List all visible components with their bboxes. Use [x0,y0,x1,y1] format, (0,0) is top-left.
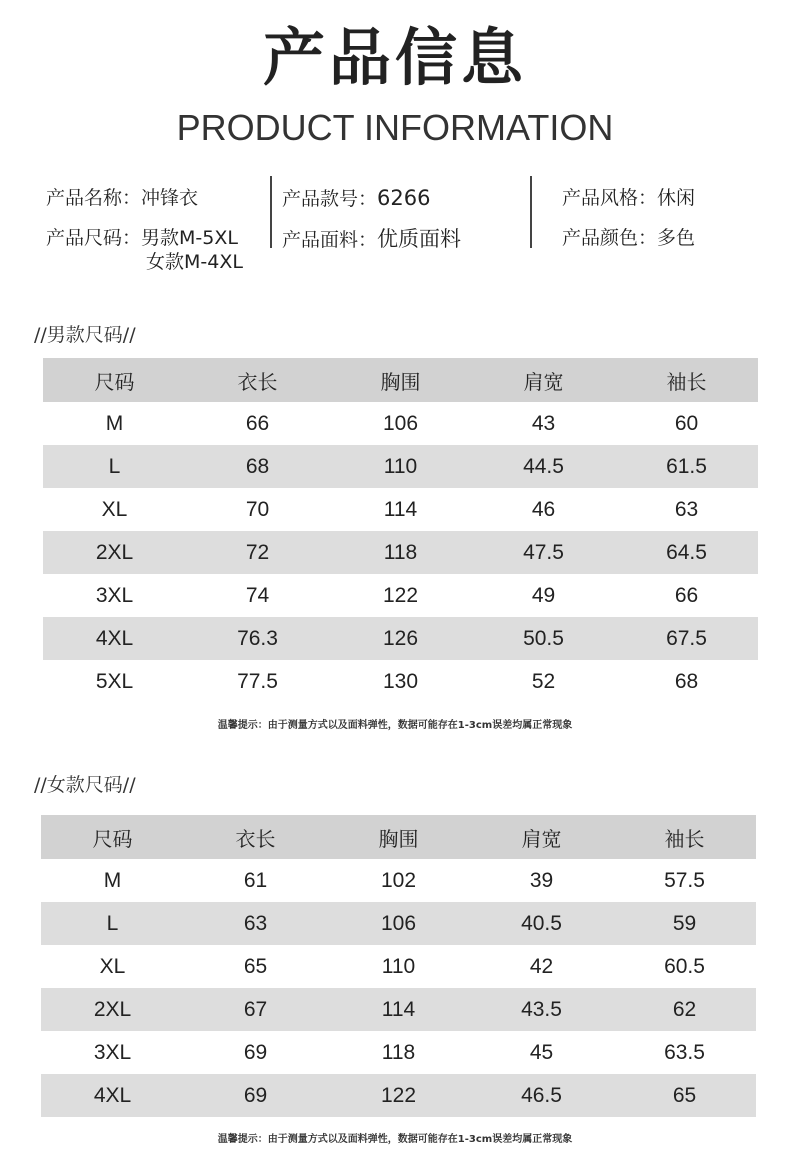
women-size-note: 温馨提示：由于测量方式以及面料弹性，数据可能存在1-3cm误差均属正常现象 [217,1134,573,1145]
table-header-cell: 尺码 [43,358,186,402]
table-cell: 2XL [43,531,186,574]
table-cell: 72 [186,531,329,574]
table-row [41,1074,756,1117]
info-style-label: 产品风格： [562,187,658,209]
table-cell: 61 [243,868,268,892]
table-cell: 106 [327,902,470,945]
table-cell: 3XL [93,1040,132,1064]
table-cell: 50.5 [472,617,615,660]
table-cell: 70 [245,497,270,521]
table-row [41,988,756,1031]
table-cell: 66 [245,411,270,435]
men-size-table [43,358,758,703]
table-cell: 49 [531,583,556,607]
table-cell: 130 [382,669,419,693]
table-row [43,445,758,488]
women-size-label: //女款尺码// [34,774,136,796]
table-cell: 69 [243,1040,268,1064]
table-cell: 61.5 [615,445,758,488]
men-size-note: 温馨提示：由于测量方式以及面料弹性，数据可能存在1-3cm误差均属正常现象 [217,720,573,731]
table-cell: 57.5 [664,868,705,892]
info-name-value: 冲锋衣 [141,187,199,209]
info-column-1 [46,178,243,274]
table-cell: XL [99,954,126,978]
table-row [41,859,756,902]
table-cell: 64.5 [615,531,758,574]
table-cell: 46 [531,497,556,521]
info-name-label: 产品名称： [46,187,142,209]
table-row [41,945,756,988]
info-name-row [46,178,243,218]
table-header-cell: 胸围 [329,358,472,402]
table-cell: 63 [674,497,699,521]
table-cell: 60 [674,411,699,435]
table-cell: 67 [184,988,327,1031]
table-cell: 77.5 [237,669,278,693]
table-cell: 63.5 [664,1040,705,1064]
table-cell: 2XL [41,988,184,1031]
table-cell: XL [101,497,128,521]
table-row [41,902,756,945]
page-subtitle: PRODUCT INFORMATION [176,107,614,148]
info-color-value: 多色 [657,227,696,249]
table-row [43,574,758,617]
table-cell: 43 [531,411,556,435]
table-cell: M [105,411,124,435]
men-size-label: //男款尺码// [34,324,136,346]
table-cell: M [103,868,122,892]
info-fabric-label: 产品面料： [282,229,378,251]
table-header-cell: 肩宽 [470,815,613,859]
table-cell: 39 [529,868,554,892]
table-cell: 60.5 [664,954,705,978]
info-fabric-row [282,219,461,260]
table-cell: 118 [329,531,472,574]
info-style-value: 休闲 [657,187,696,209]
table-cell: 122 [382,583,419,607]
table-cell: 110 [381,954,416,978]
table-cell: 114 [327,988,470,1031]
table-cell: 126 [329,617,472,660]
table-cell: 47.5 [472,531,615,574]
table-cell: L [41,902,184,945]
info-color-row [562,218,695,258]
table-cell: 66 [674,583,699,607]
table-cell: 106 [382,411,419,435]
table-row [43,617,758,660]
table-cell: 62 [613,988,756,1031]
info-size-value-men: 男款M-5XL [141,227,238,249]
table-header-cell: 胸围 [327,815,470,859]
table-row [43,402,758,445]
table-row [43,488,758,531]
info-column-2 [282,178,461,260]
table-cell: 44.5 [472,445,615,488]
table-cell: 45 [529,1040,554,1064]
table-row [41,1031,756,1074]
info-size-value-women: 女款M-4XL [146,251,243,273]
info-fabric-value: 优质面料 [377,227,462,251]
product-info [0,170,790,280]
info-style-row [562,178,695,218]
table-cell: 59 [613,902,756,945]
table-cell: 118 [381,1040,416,1064]
info-model-value: 6266 [377,186,431,210]
info-column-3 [562,178,695,258]
table-cell: 63 [184,902,327,945]
table-cell: 68 [186,445,329,488]
table-cell: L [43,445,186,488]
table-cell: 4XL [43,617,186,660]
table-cell: 102 [380,868,417,892]
table-cell: 122 [327,1074,470,1117]
table-cell: 65 [243,954,268,978]
table-cell: 110 [329,445,472,488]
table-header-cell: 袖长 [615,358,758,402]
table-header-cell: 袖长 [613,815,756,859]
table-header-cell: 肩宽 [472,358,615,402]
table-row [43,660,758,703]
info-model-label: 产品款号： [282,188,378,210]
table-cell: 43.5 [470,988,613,1031]
table-header-cell: 尺码 [41,815,184,859]
table-cell: 52 [531,669,556,693]
info-model-row [282,178,461,219]
table-header-cell: 衣长 [186,358,329,402]
table-cell: 4XL [41,1074,184,1117]
table-cell: 68 [674,669,699,693]
info-color-label: 产品颜色： [562,227,658,249]
table-cell: 67.5 [615,617,758,660]
table-cell: 5XL [95,669,134,693]
table-cell: 42 [529,954,554,978]
table-header-row [41,815,756,859]
table-cell: 114 [383,497,418,521]
page-title: 产品信息 [262,21,527,94]
table-header-cell: 衣长 [184,815,327,859]
table-cell: 46.5 [470,1074,613,1117]
divider [270,176,272,248]
table-cell: 76.3 [186,617,329,660]
table-header-row [43,358,758,402]
table-row [43,531,758,574]
info-size-label: 产品尺码： [46,227,142,249]
women-size-table [41,815,756,1117]
table-cell: 65 [613,1074,756,1117]
table-cell: 69 [184,1074,327,1117]
table-cell: 3XL [95,583,134,607]
table-cell: 40.5 [470,902,613,945]
table-cell: 74 [245,583,270,607]
divider [530,176,532,248]
